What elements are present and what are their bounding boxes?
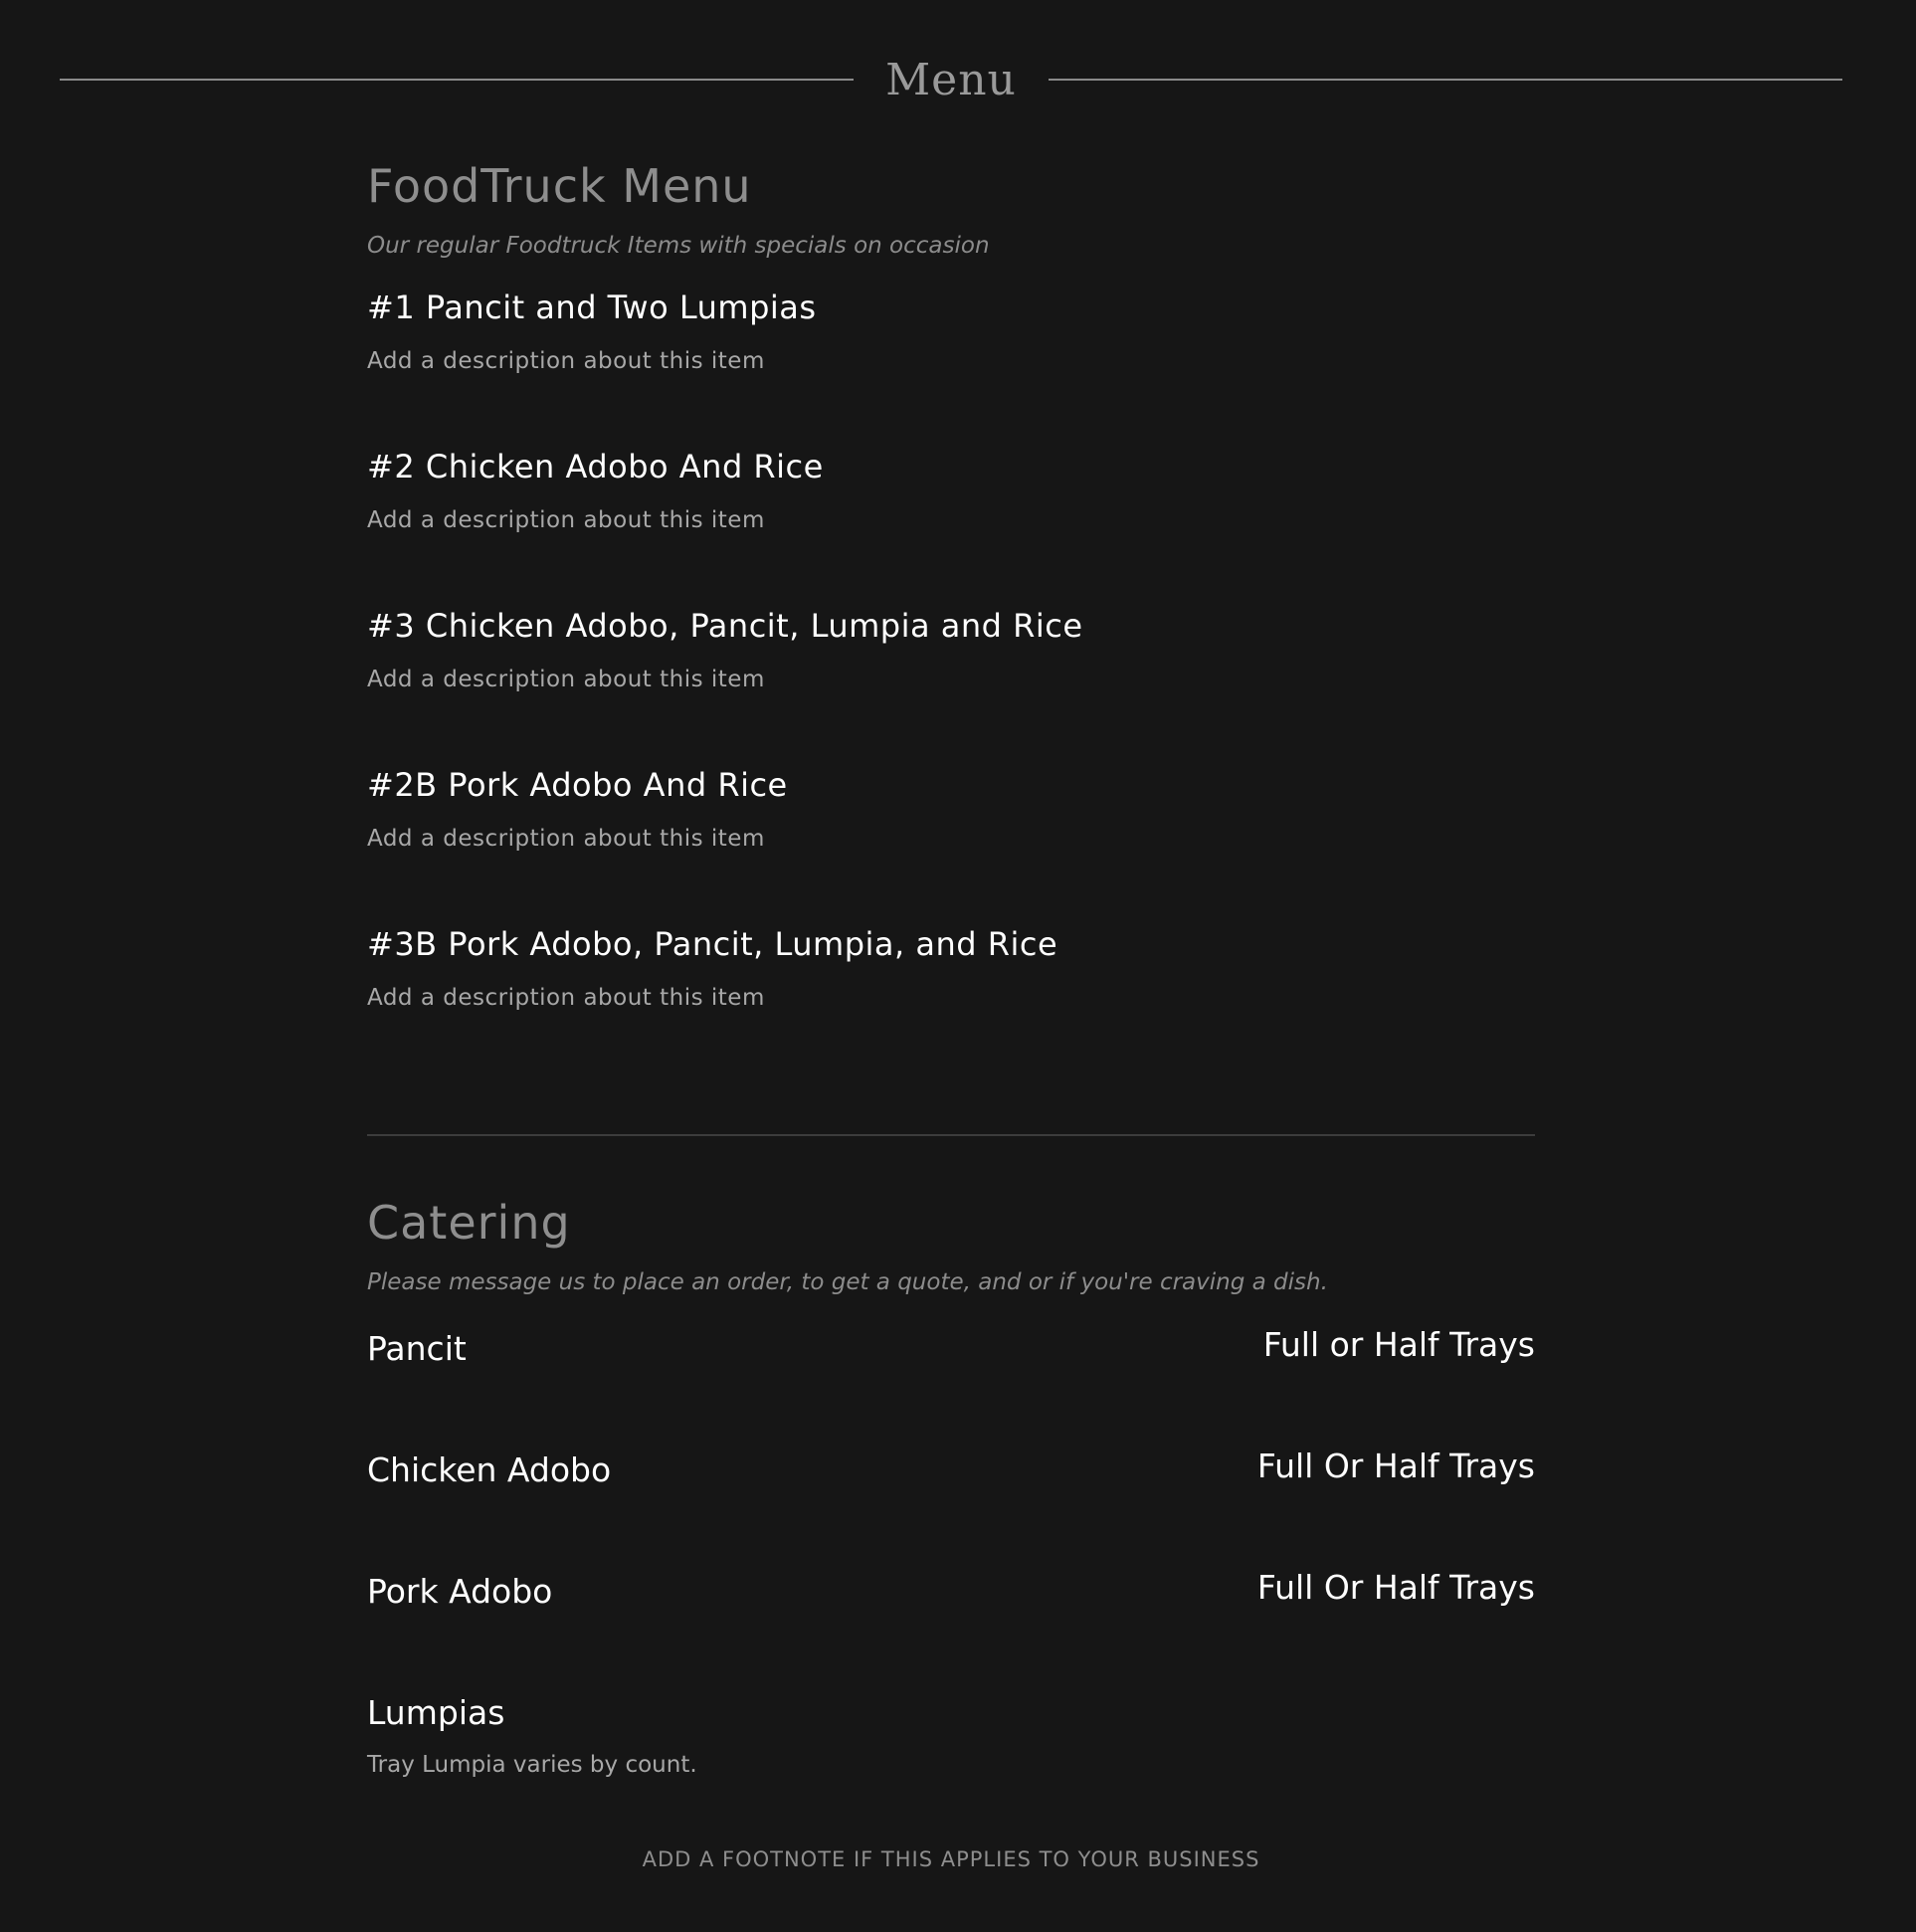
menu-item xyxy=(367,766,1535,925)
catering-item-price: Full Or Half Trays xyxy=(1256,1568,1535,1607)
catering-item-price: Full or Half Trays xyxy=(1262,1325,1535,1364)
catering-item-body xyxy=(367,1689,697,1778)
catering-item xyxy=(367,1568,1535,1689)
menu-item xyxy=(367,925,1535,1084)
header-rule-left xyxy=(60,79,854,81)
menu-item-list xyxy=(367,289,1535,1084)
menu-item xyxy=(367,448,1535,607)
catering-item-name: Chicken Adobo xyxy=(367,1450,612,1489)
section-subtitle: Our regular Foodtruck Items with specials on occasion xyxy=(367,233,990,259)
menu-item-name: #2 Chicken Adobo And Rice xyxy=(367,448,824,485)
menu-item-name: #1 Pancit and Two Lumpias xyxy=(367,289,817,326)
catering-item xyxy=(367,1325,1535,1447)
section-subtitle: Please message us to place an order, to get a quote, and or if you're craving a dish. xyxy=(367,1269,1328,1295)
menu-item-name: #3 Chicken Adobo, Pancit, Lumpia and Rice xyxy=(367,607,1083,645)
catering-item xyxy=(367,1447,1535,1568)
footnote: ADD A FOOTNOTE IF THIS APPLIES TO YOUR BUSINESS xyxy=(642,1847,1260,1871)
catering-item xyxy=(367,1689,1535,1778)
header-rule-right xyxy=(1049,79,1842,81)
menu-item-description: Add a description about this item xyxy=(367,826,765,852)
catering-item-list xyxy=(367,1325,1535,1778)
foodtruck-section xyxy=(367,159,1535,1084)
menu-item xyxy=(367,607,1535,766)
page-title: Menu xyxy=(885,54,1017,105)
catering-item-description: Tray Lumpia varies by count. xyxy=(367,1752,697,1778)
catering-item-price: Full Or Half Trays xyxy=(1256,1447,1535,1485)
menu-item-description: Add a description about this item xyxy=(367,507,765,533)
section-title: FoodTruck Menu xyxy=(367,159,752,213)
menu-item-description: Add a description about this item xyxy=(367,985,765,1011)
catering-item-name: Lumpias xyxy=(367,1693,505,1732)
menu-item-description: Add a description about this item xyxy=(367,667,765,692)
section-divider xyxy=(367,1134,1535,1136)
catering-item-name: Pork Adobo xyxy=(367,1572,553,1611)
catering-item-name: Pancit xyxy=(367,1329,467,1368)
menu-content xyxy=(367,159,1535,1778)
menu-item-name: #3B Pork Adobo, Pancit, Lumpia, and Rice xyxy=(367,925,1058,963)
menu-item-description: Add a description about this item xyxy=(367,348,765,374)
page-header xyxy=(60,40,1842,119)
catering-section xyxy=(367,1196,1535,1778)
menu-item xyxy=(367,289,1535,448)
menu-item-name: #2B Pork Adobo And Rice xyxy=(367,766,788,804)
section-title: Catering xyxy=(367,1196,571,1250)
